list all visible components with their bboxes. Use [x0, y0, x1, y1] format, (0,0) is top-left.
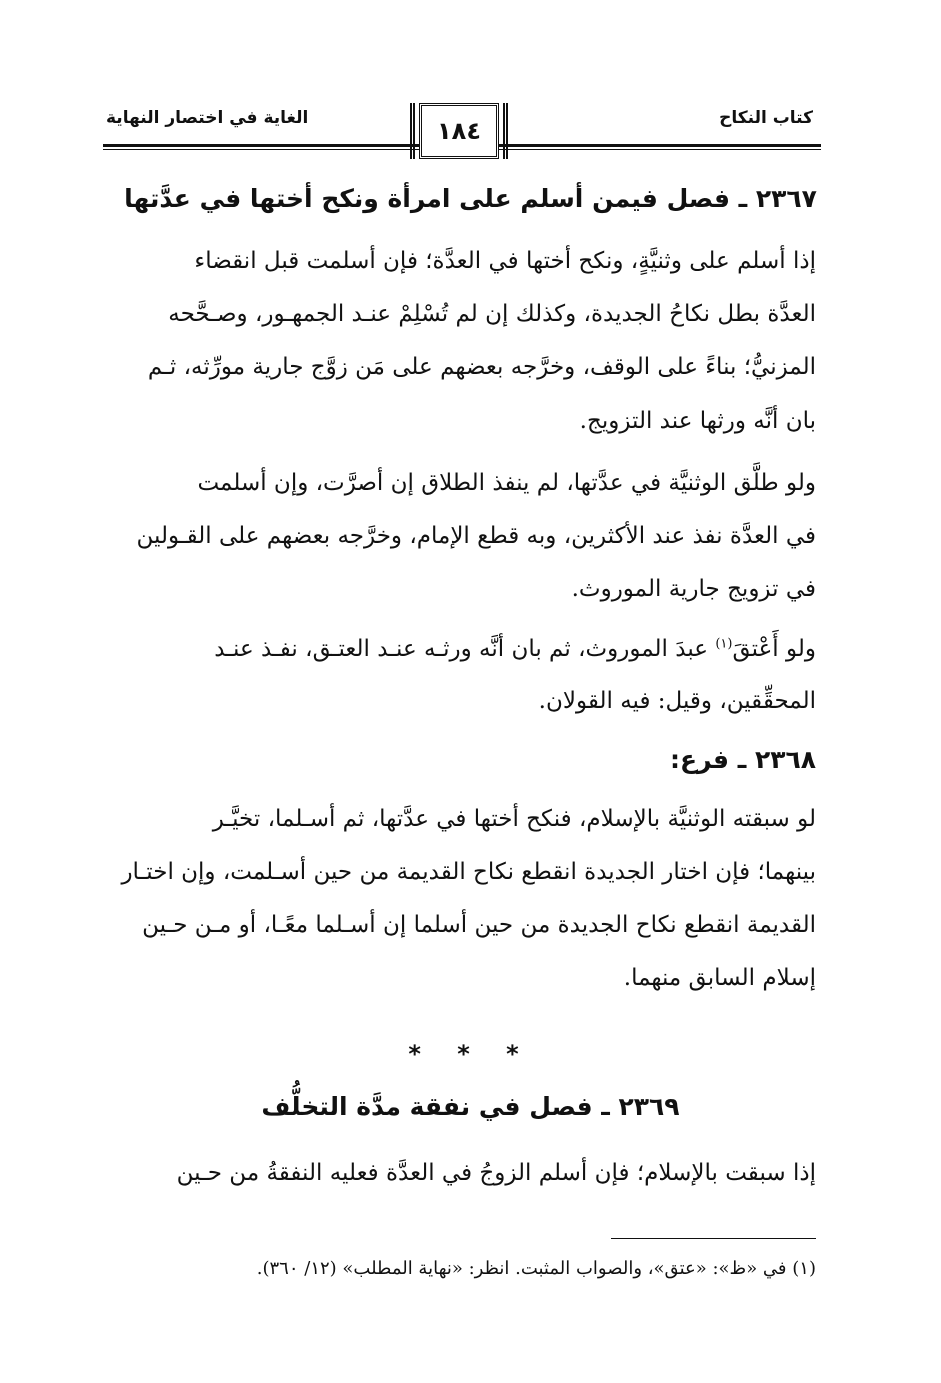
- text-line: المحقِّقين، وقيل: فيه القولان.: [538, 688, 816, 714]
- text-line: إذا سبقت بالإسلام؛ فإن أسلم الزوجُ في العدَّة فعليه النفقةُ من حـين: [176, 1160, 816, 1186]
- section-heading-2367: ٢٣٦٧ ـ فصل فيمن أسلم على امرأة ونكح أختها في عدَّتها: [124, 184, 817, 213]
- section-heading-2369: ٢٣٦٩ ـ فصل في نفقة مدَّة التخلُّف: [261, 1092, 680, 1121]
- text-line: بان أنَّه ورثها عند التزويج.: [579, 408, 816, 434]
- text-line: القديمة انقطع نكاح الجديدة من حين أسلما إن أسـلما معًـا، أو مـن حـين: [142, 912, 816, 938]
- text-line: إذا أسلم على وثنيَّةٍ، ونكح أختها في العدَّة؛ فإن أسلمت قبل انقضاء: [194, 248, 816, 274]
- text-segment: ولو أَعْتقَ: [732, 636, 816, 662]
- text-line: بينهما؛ فإن اختار الجديدة انقطع نكاح القديمة من حين أسـلمت، وإن اختـار: [121, 859, 816, 885]
- footnote: (١) في «ظ»: «عتق»، والصواب المثبت. انظر: «نهاية المطلب» (١٢/ ٣٦٠).: [256, 1258, 816, 1279]
- text-line: لو سبقته الوثنيَّة بالإسلام، فنكح أختها في عدَّتها، ثم أسـلما، تخيَّـر: [212, 806, 816, 832]
- running-header-section: كتاب النكاح: [719, 108, 813, 128]
- branch-heading-2368: ٢٣٦٨ ـ فرع:: [670, 745, 816, 774]
- text-line: إسلام السابق منهما.: [623, 965, 816, 991]
- footnote-rule: [611, 1238, 816, 1239]
- text-segment: عبدَ الموروث، ثم بان أنَّه ورثـه عنـد العتـق، نفـذ عنـد: [214, 636, 716, 662]
- page-number-frame: [419, 103, 499, 159]
- page-number: ١٨٤: [437, 117, 481, 145]
- text-line: ولو طلَّق الوثنيَّة في عدَّتها، لم ينفذ الطلاق إن أصرَّت، وإن أسلمت: [197, 470, 816, 496]
- section-separator: * * *: [408, 1040, 533, 1068]
- text-line: العدَّة بطل نكاحُ الجديدة، وكذلك إن لم تُسْلِمْ عنـد الجمهـور، وصـحَّحه: [168, 301, 816, 327]
- text-line: في تزويج جارية الموروث.: [571, 576, 816, 602]
- footnote-marker[interactable]: (١): [715, 636, 733, 652]
- running-header-title: الغاية في اختصار النهاية: [106, 108, 309, 128]
- text-line: المزنيُّ؛ بناءً على الوقف، وخرَّجه بعضهم على مَن زوَّج جارية مورِّثه، ثـم: [147, 354, 816, 380]
- text-line: في العدَّة نفذ عند الأكثرين، وبه قطع الإمام، وخرَّجه بعضهم على القـولين: [136, 523, 816, 549]
- text-line-with-footnote: [104, 636, 816, 662]
